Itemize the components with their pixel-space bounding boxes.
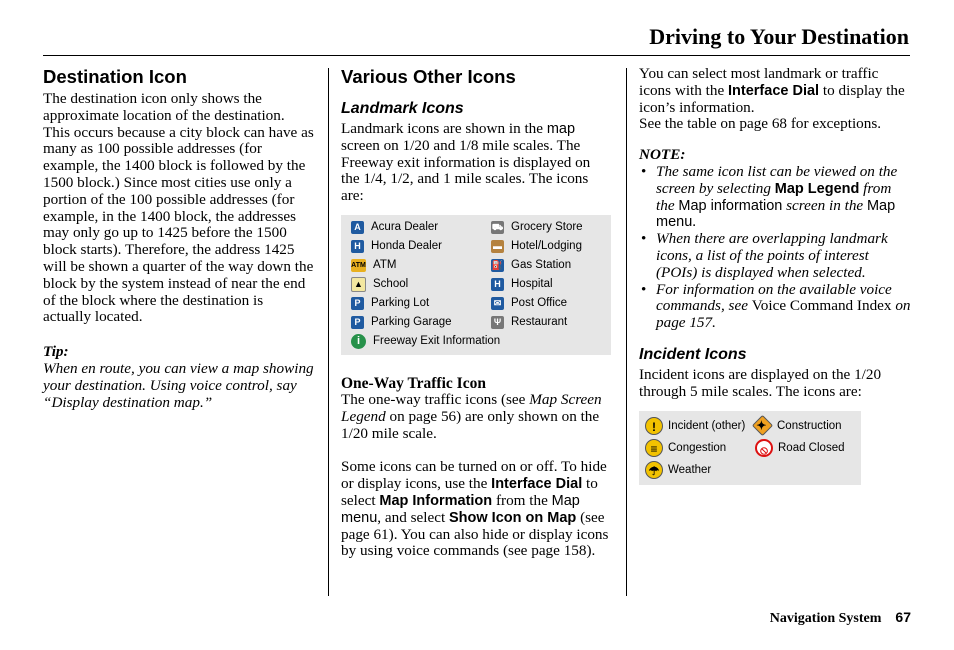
column-selection-notes bbox=[639, 66, 911, 485]
landmark-icons-heading: Landmark Icons bbox=[341, 100, 464, 117]
notes-list bbox=[639, 164, 911, 332]
tip-text: When en route, you can view a map showing your destination. Using voice control, say “Display destination map.” bbox=[43, 359, 314, 411]
page-title: Driving to Your Destination bbox=[649, 24, 909, 49]
legend-item-atm: ATM ATM bbox=[351, 258, 397, 271]
acura-icon: A bbox=[351, 221, 364, 234]
legend-item-post-office: ✉ Post Office bbox=[491, 294, 611, 313]
no-entry-icon: ⦸ bbox=[755, 439, 773, 457]
incident-item-congestion: ≡ Congestion bbox=[645, 437, 755, 459]
note-item-2: • When there are overlapping landmark icons, a list of the points of interest (POIs) is displayed when selected. bbox=[639, 231, 911, 281]
legend-item-honda: H Honda Dealer bbox=[351, 237, 491, 256]
incident-icons-heading: Incident Icons bbox=[639, 345, 747, 363]
fork-knife-icon: Ψ bbox=[491, 316, 504, 329]
legend-item-restaurant: Ψ Restaurant bbox=[491, 313, 611, 332]
congestion-icon: ≡ bbox=[645, 439, 663, 457]
legend-item-gas: ⛽ Gas Station bbox=[491, 258, 572, 271]
bed-icon: ▬ bbox=[493, 240, 502, 251]
parking-icon: P bbox=[351, 297, 364, 310]
incident-item-construction: ✦ Construction bbox=[755, 415, 855, 437]
incident-item-other: ! Incident (other) bbox=[645, 415, 755, 437]
legend-item-hospital: H Hospital bbox=[491, 275, 611, 294]
parking-garage-icon: P bbox=[351, 316, 364, 329]
footer-section: Navigation System bbox=[769, 611, 882, 626]
note-label: NOTE: bbox=[639, 146, 686, 164]
mailbox-icon: ✉ bbox=[491, 297, 504, 310]
exclamation-icon: ! bbox=[645, 417, 663, 435]
column-divider-1 bbox=[328, 68, 329, 596]
incident-legend bbox=[639, 411, 861, 485]
destination-icon-body: The destination icon only shows the approximate location of the destination. This occurs because a city block can have as many as 100 possible addresses (for example, the 1400 block is followed by the 1500 block.) Since most cities use only a portion of the 100 possible addresses (for example, in the 1400 block, the addresses may only go up to 1425 before the 1500 block starts). Therefore, the address 1425 will be shown a quarter of the way down the block by the system instead of near the end of the block where the destination is actually located. bbox=[43, 90, 314, 326]
header-rule bbox=[43, 55, 910, 56]
landmark-paragraph: Landmark icons are shown in the map screen on 1/20 and 1/8 mile scales. The Freeway exit information is displayed on the 1/4, 1/2, and 1 mile scales. The icons are: bbox=[341, 120, 591, 205]
legend-item-grocery: ⛟ Grocery Store bbox=[491, 220, 583, 233]
incident-paragraph: Incident icons are displayed on the 1/20 through 5 mile scales. The icons are: bbox=[639, 365, 882, 400]
legend-item-parking-garage: P Parking Garage bbox=[351, 313, 491, 332]
oneway-heading: One-Way Traffic Icon bbox=[341, 374, 486, 392]
note-item-3: • For information on the available voice commands, see Voice Command Index on page 157. bbox=[639, 282, 911, 332]
legend-item-school: ▲ School bbox=[351, 275, 491, 294]
column-various-icons bbox=[341, 66, 611, 560]
toggle-icons-paragraph: Some icons can be turned on or off. To hide or display icons, use the Interface Dial to select Map Information from the Map menu, and select Show Icon on Map (see page 61). You can also hide or display icons by using voice commands (see page 158). bbox=[341, 458, 609, 560]
column-divider-2 bbox=[626, 68, 627, 596]
info-icon: i bbox=[351, 334, 366, 349]
destination-icon-heading: Destination Icon bbox=[43, 66, 187, 87]
column-destination-icon bbox=[43, 66, 315, 411]
page-number: 67 bbox=[895, 609, 911, 625]
honda-icon: H bbox=[351, 240, 364, 253]
map-term: map bbox=[546, 121, 576, 137]
incident-item-weather: ☂ Weather bbox=[645, 459, 755, 481]
incident-item-road-closed: ⦸ Road Closed bbox=[755, 437, 855, 459]
select-icons-paragraph: You can select most landmark or traffic icons with the Interface Dial to display the icon’s information. bbox=[639, 65, 905, 116]
landmark-legend bbox=[341, 215, 611, 355]
school-icon: ▲ bbox=[351, 277, 366, 292]
oneway-paragraph: The one-way traffic icons (see Map Screen Legend on page 56) are only shown on the 1/20 mile scale. bbox=[341, 390, 602, 442]
exceptions-paragraph: See the table on page 68 for exceptions. bbox=[639, 115, 882, 133]
various-icons-heading: Various Other Icons bbox=[341, 66, 516, 87]
note-item-1: • The same icon list can be viewed on the screen by selecting Map Legend from the Map information screen in the Map menu. bbox=[639, 164, 911, 231]
construction-icon: ✦ bbox=[752, 415, 773, 436]
gas-pump-icon: ⛽ bbox=[491, 259, 504, 270]
hospital-icon: H bbox=[491, 278, 504, 291]
atm-icon: ATM bbox=[351, 259, 366, 272]
legend-item-acura: A Acura Dealer bbox=[351, 218, 491, 237]
legend-item-hotel: ▬ Hotel/Lodging bbox=[493, 239, 582, 252]
legend-item-freeway-exit: i Freeway Exit Information bbox=[351, 332, 611, 351]
page-footer bbox=[770, 609, 911, 627]
grocery-cart-icon: ⛟ bbox=[491, 221, 504, 232]
tip-label: Tip: bbox=[43, 343, 69, 361]
legend-item-parking-lot: P Parking Lot bbox=[351, 294, 491, 313]
weather-icon: ☂ bbox=[645, 461, 663, 479]
